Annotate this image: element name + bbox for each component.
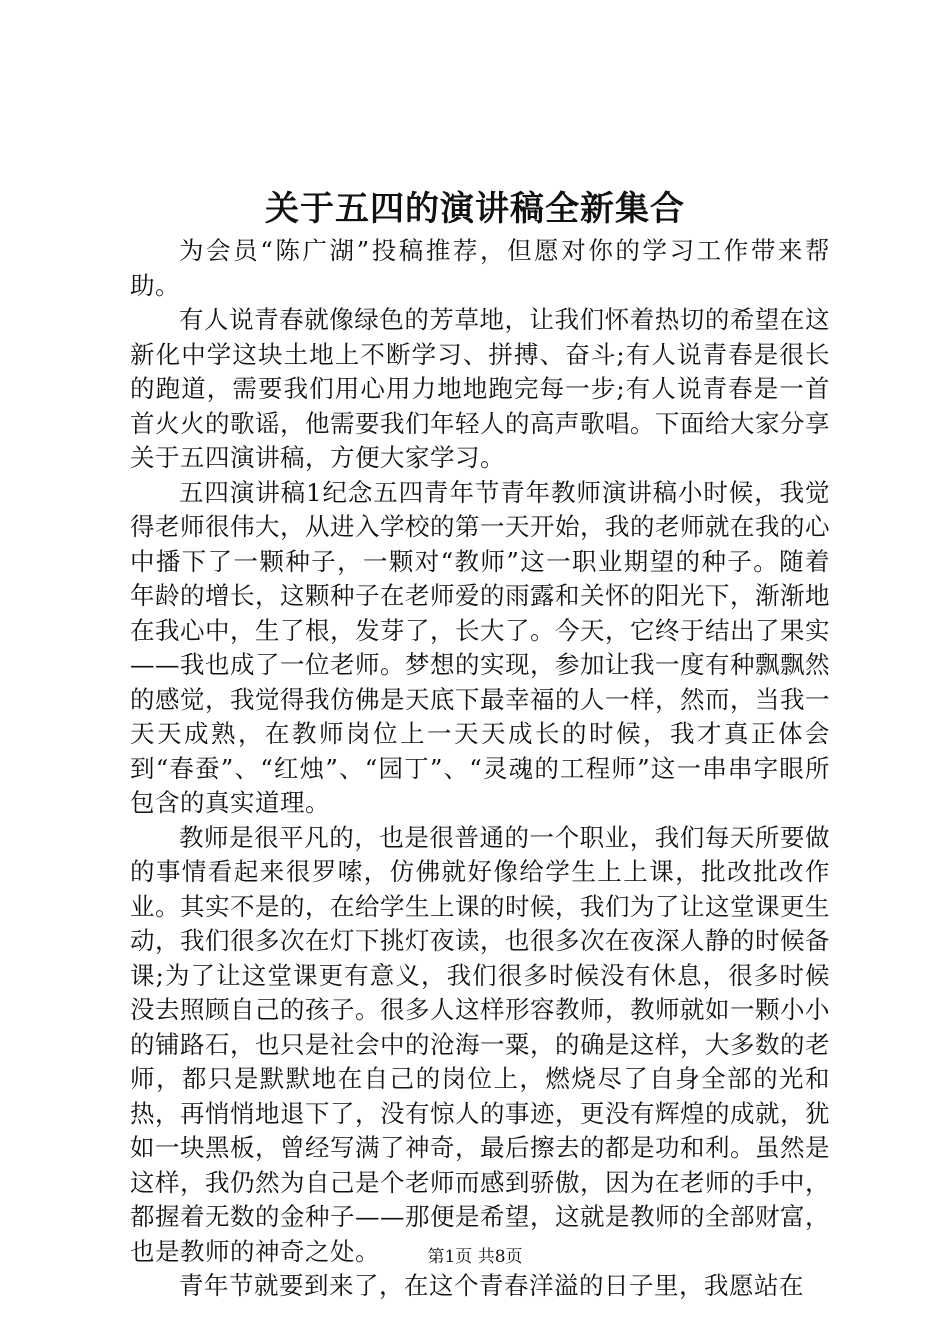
document-body [130, 234, 830, 1304]
page-number-footer: 第1页 共8页 [427, 1247, 523, 1267]
paragraph-teacher: 教师是很平凡的，也是很普通的一个职业，我们每天所要做的事情看起来很罗嗦，仿佛就好像给学生上上课，批改批改作业。其实不是的，在给学生上课的时候，我们为了让这堂课更生动，我们很多次在灯下挑灯夜读，也很多次在夜深人静的时候备课;为了让这堂课更有意义，我们很多时候没有休息，很多时候没去照顾自己的孩子。很多人这样形容教师，教师就如一颗小小的铺路石，也只是社会中的沧海一粟，的确是这样，大多数的老师，都只是默默地在自己的岗位上，燃烧尽了自身全部的光和热，再悄悄地退下了，没有惊人的事迹，更没有辉煌的成就，犹如一块黑板，曾经写满了神奇，最后擦去的都是功和利。虽然是这样，我仍然为自己是个老师而感到骄傲，因为在老师的手中，都握着无数的金种子——那便是希望，这就是教师的全部财富，也是教师的神奇之处。 [130, 822, 830, 1266]
document-title: 关于五四的演讲稿全新集合 [265, 189, 685, 229]
paragraph-youth: 有人说青春就像绿色的芳草地，让我们怀着热切的希望在这新化中学这块土地上不断学习、拼搏、奋斗;有人说青春是很长的跑道，需要我们用心用力地地跑完每一步;有人说青春是一首首火火的歌谣，他需要我们年轻人的高声歌唱。下面给大家分享关于五四演讲稿，方便大家学习。 [130, 305, 830, 472]
paragraph-youth-day: 青年节就要到来了，在这个青春洋溢的日子里，我愿站在 [179, 1271, 804, 1300]
paragraph-intro: 为会员“陈广湖”投稿推荐，但愿对你的学习工作带来帮助。 [130, 236, 830, 300]
paragraph-speech-1: 五四演讲稿1纪念五四青年节青年教师演讲稿小时候，我觉得老师很伟大，从进入学校的第一天开始，我的老师就在我的心中播下了一颗种子，一颗对“教师”这一职业期望的种子。随着年龄的增长，这颗种子在老师爱的雨露和关怀的阳光下，渐渐地在我心中，生了根，发芽了，长大了。今天，它终于结出了果实——我也成了一位老师。梦想的实现，参加让我一度有种飘飘然的感觉，我觉得我仿佛是天底下最幸福的人一样，然而，当我一天天成熟，在教师岗位上一天天成长的时候，我才真正体会到“春蚕”、“红烛”、“园丁”、“灵魂的工程师”这一串串字眼所包含的真实道理。 [130, 477, 830, 817]
